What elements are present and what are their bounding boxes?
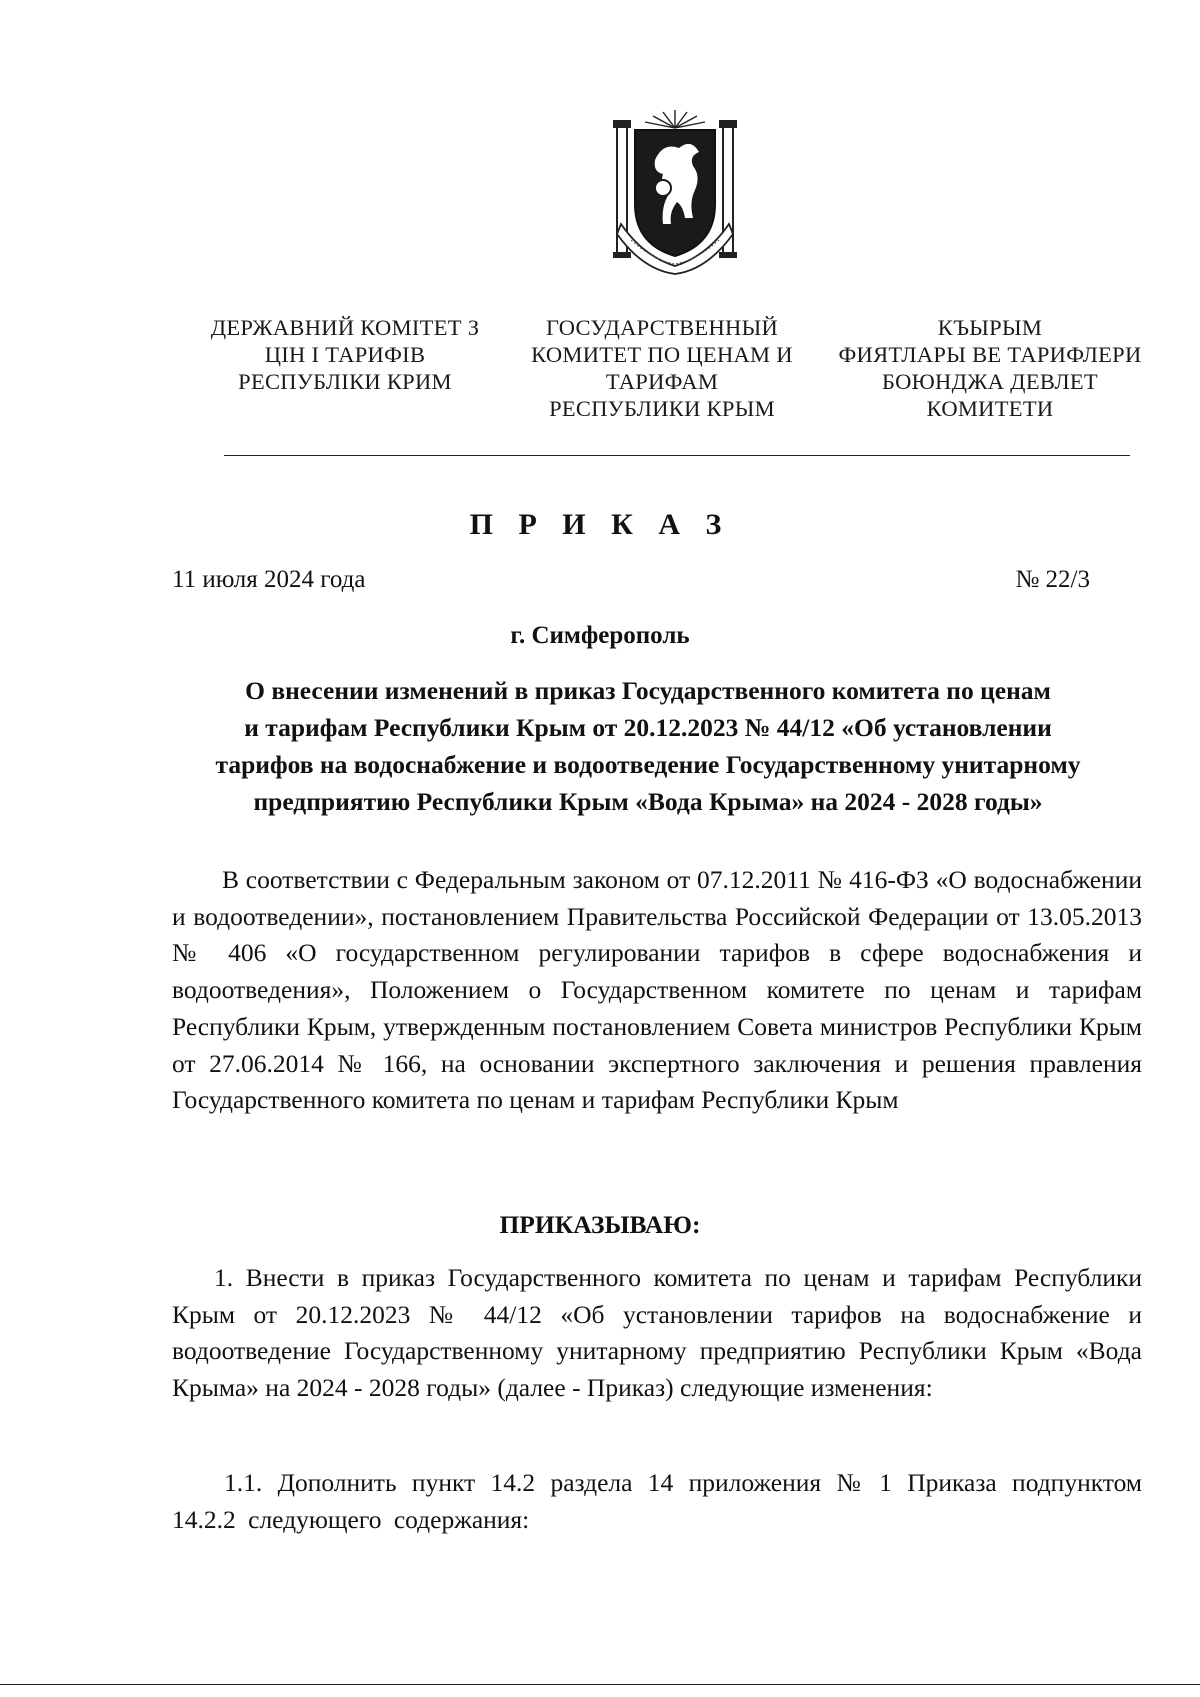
order-item-1-1: 1.1. Дополнить пункт 14.2 раздела 14 приложения № 1 Приказа подпунктом 14.2.2 следующего содержания: [172, 1468, 1142, 1534]
org-ua-line: ДЕРЖАВНИЙ КОМІТЕТ З [210, 315, 480, 340]
subject-line: и тарифам Республики Крым от 20.12.2023 № 44/12 «Об установлении [244, 713, 1052, 742]
document-date: 11 июля 2024 года [172, 566, 366, 593]
order-heading: ПРИКАЗЫВАЮ: [499, 1210, 701, 1239]
document-title: П Р И К А З [469, 508, 731, 541]
org-name-crimean-tatar [824, 314, 1156, 422]
preamble-paragraph: В соответствии с Федеральным законом от 07.12.2011 № 416-ФЗ «О водоснабжении и водоотведении», постановлением Правительства Российской Федерации от 13.05.2013 № 406 «О государственном регулировании тарифов в сфере водоснабжения и водоотведения», Положением о Государственном комитете по ценам и тарифам Республики Крым, утвержденным постановлением Совета министров Республики Крым от 27.06.2014 № 166, на основании экспертного заключения и решения правления Государственного комитета по ценам и тарифам Республики Крым [172, 865, 1142, 1115]
order-item-1: 1. Внести в приказ Государственного комитета по ценам и тарифам Республики Крым от 20.12.2023 № 44/12 «Об установлении тарифов на водоснабжение и водоотведение Государственному унитарному предприятию Республики Крым «Вода Крыма» на 2024 - 2028 годы» (далее - Приказ) следующие изменения: [172, 1263, 1142, 1403]
org-ua-line: ЦІН І ТАРИФІВ [264, 342, 426, 367]
org-crh-line: БОЮНДЖА ДЕВЛЕТ [882, 369, 1098, 394]
org-crh-line: КЪЫРЫМ [937, 315, 1043, 340]
subject-line: тарифов на водоснабжение и водоотведение Государственному унитарному [215, 750, 1081, 779]
org-name-ukrainian [190, 314, 500, 395]
subject-line: О внесении изменений в приказ Государственного комитета по ценам [245, 676, 1051, 705]
org-ru-line: ГОСУДАРСТВЕННЫЙ [545, 315, 779, 340]
document-subject [150, 672, 1146, 820]
footer-divider [0, 1684, 1200, 1685]
org-crh-line: ФИЯТЛАРЫ ВЕ ТАРИФЛЕРИ [838, 342, 1142, 367]
org-ru-line: КОМИТЕТ ПО ЦЕНАМ И [531, 342, 793, 367]
org-name-russian [512, 314, 812, 422]
header-divider [224, 455, 1130, 456]
subject-line: предприятию Республики Крым «Вода Крыма» на 2024 - 2028 годы» [253, 787, 1043, 816]
org-ru-line: ТАРИФАМ [605, 369, 719, 394]
org-crh-line: КОМИТЕТИ [926, 396, 1054, 421]
coat-of-arms-icon [603, 106, 747, 276]
org-ru-line: РЕСПУБЛИКИ КРЫМ [549, 396, 775, 421]
document-number: № 22/3 [1015, 566, 1090, 593]
document-city: г. Симферополь [510, 622, 690, 649]
org-ua-line: РЕСПУБЛІКИ КРИМ [238, 369, 452, 394]
